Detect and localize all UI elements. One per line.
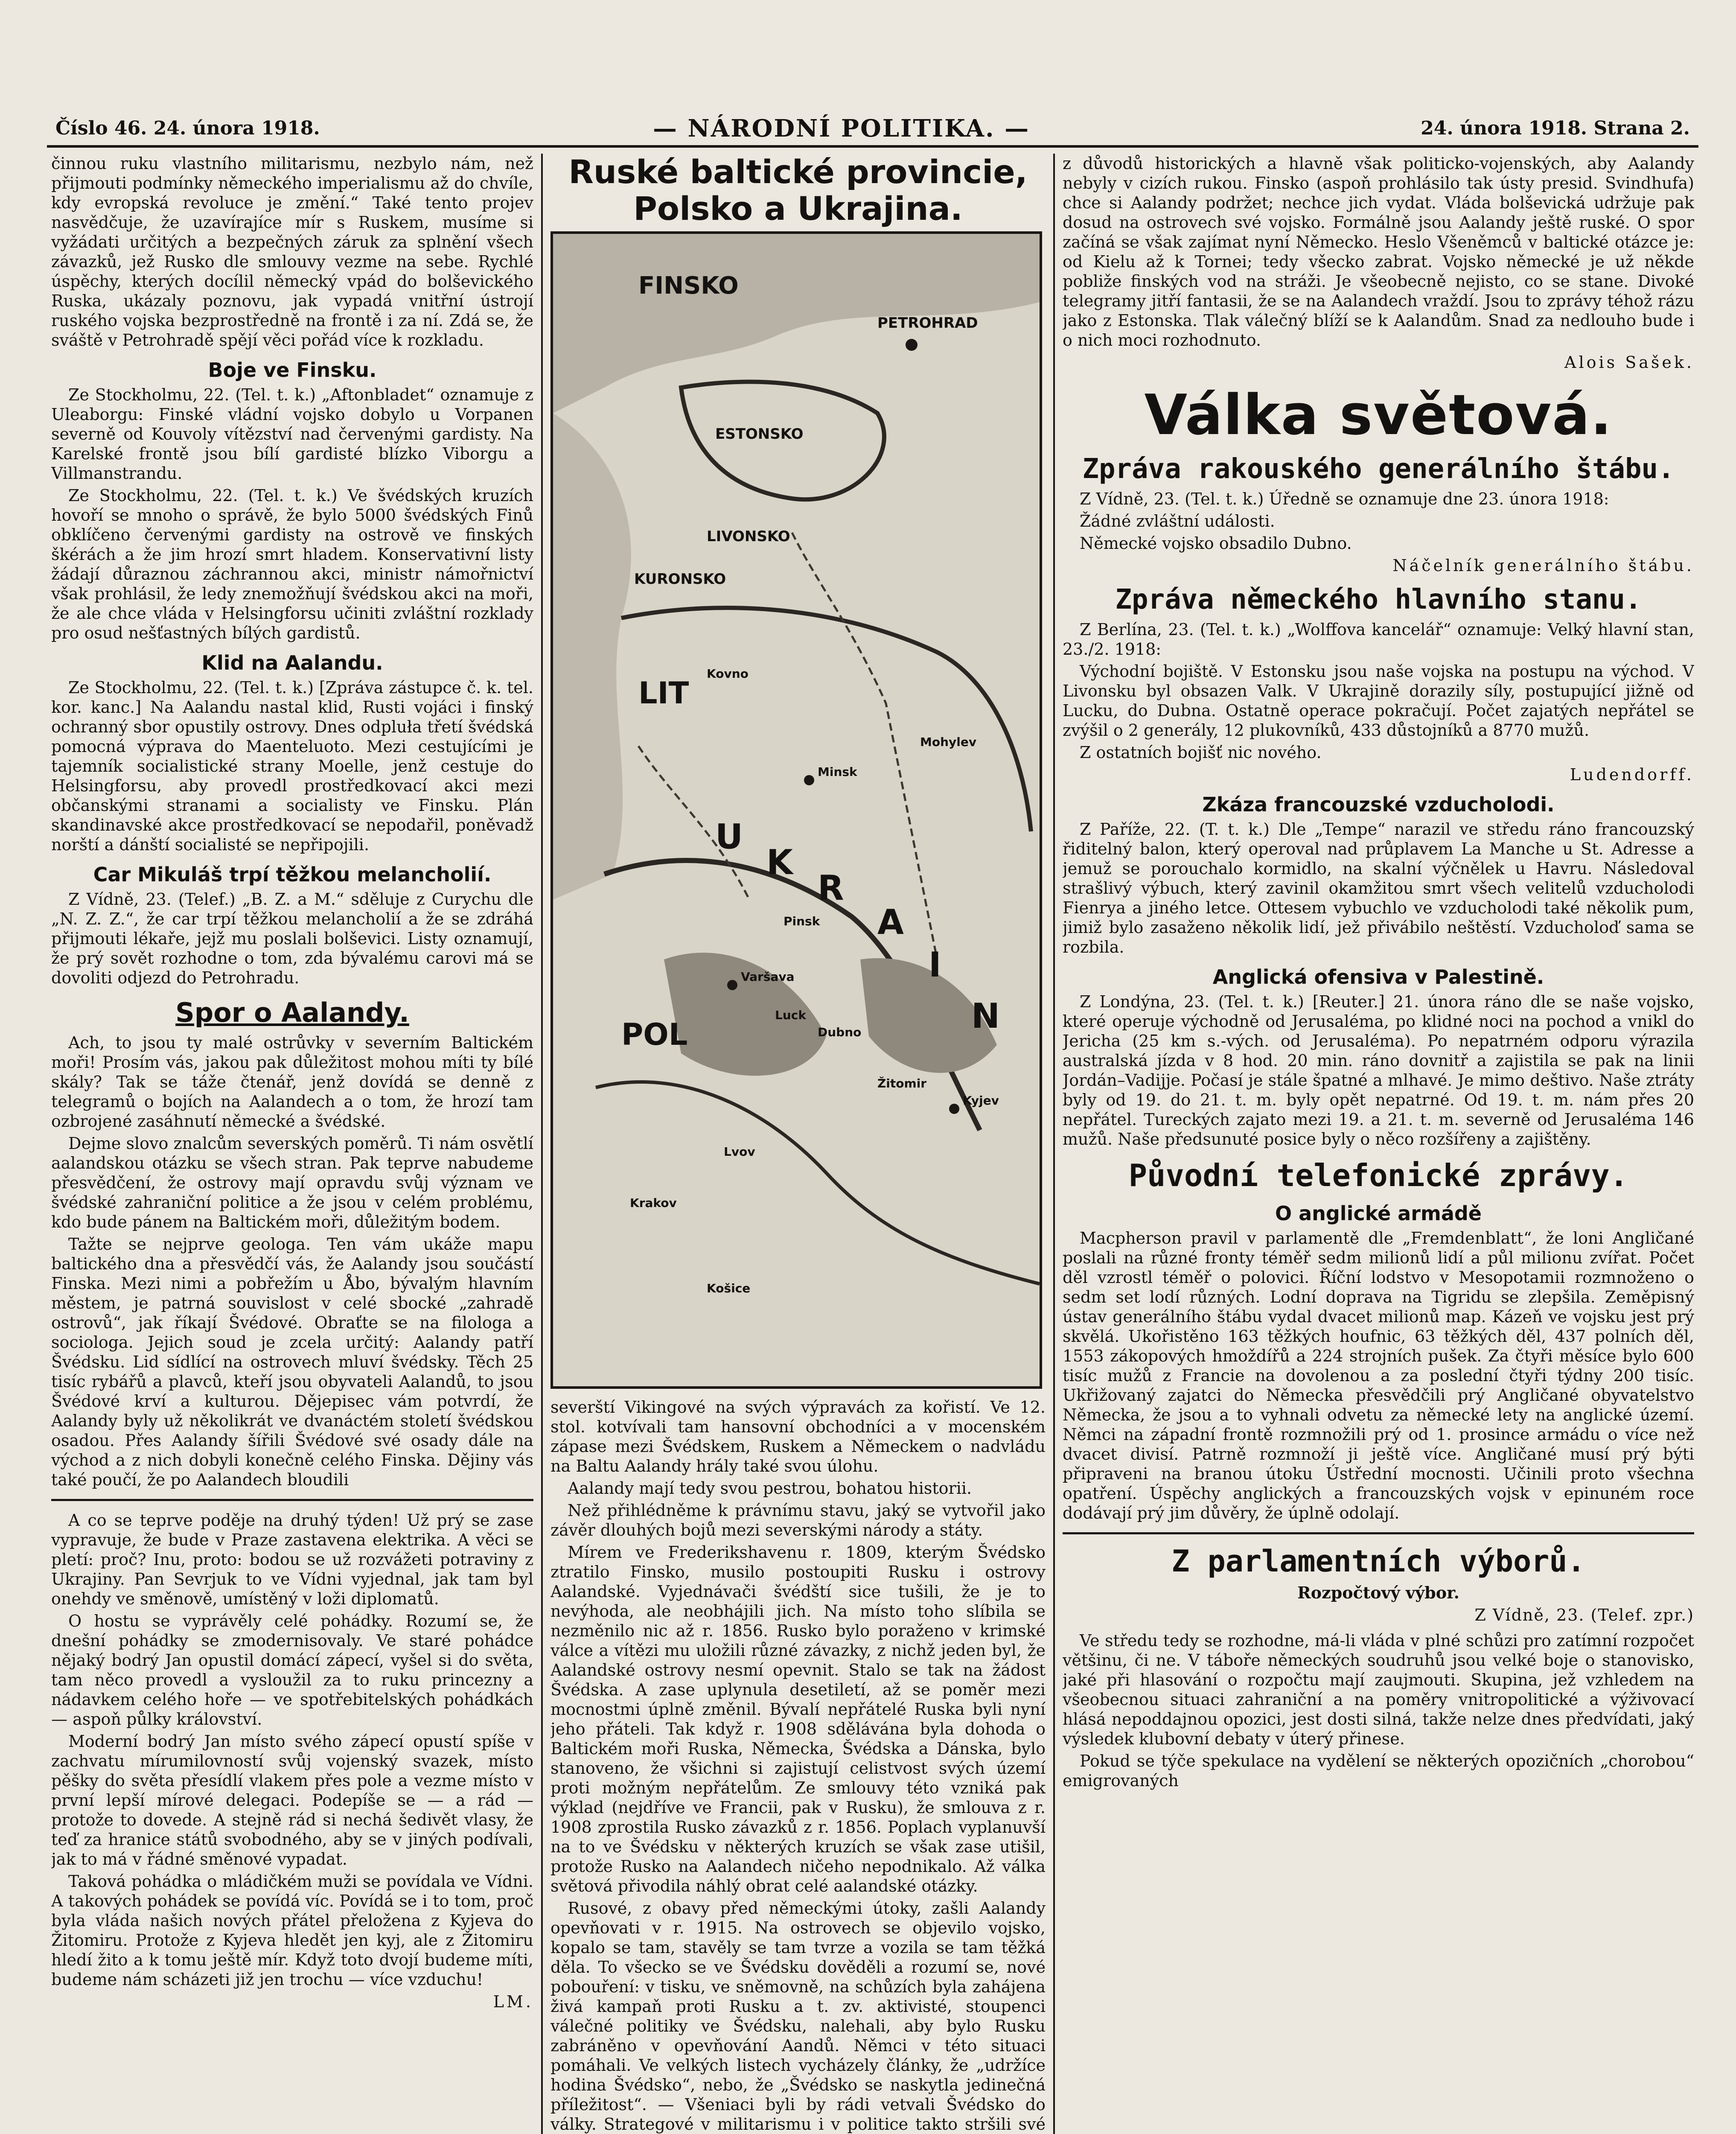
map-marker-minsk xyxy=(804,775,814,785)
column-3 xyxy=(1063,154,1694,2134)
report-signature: Ludendorff. xyxy=(1570,765,1694,784)
column-rule-2 xyxy=(1053,154,1055,2134)
map-title xyxy=(551,154,1046,227)
map-label: Krakov xyxy=(630,1196,677,1210)
article-paragraph: Než přihlédněme k právnímu stavu, jaký se vytvořil jako závěr dlouhých bojů mezi severskými národy a státy. xyxy=(551,1501,1046,1539)
map-label: K xyxy=(766,843,793,882)
report-paragraph: Žádné zvláštní události. xyxy=(1080,512,1275,531)
heading-anglicka-armada: O anglické armádě xyxy=(1275,1202,1482,1225)
article-paragraph: Rusové, z obavy před německými útoky, zašli Aalandy opevňovati v r. 1915. Na ostrovech se objevilo vojsko, kopalo se tam, stavěly se tam tvrze a vozila se tam těžká děla. To všecko se ve Švédsku dověděli a rozumí se, nové pobouření: v tisku, ve sněmovně, na schůzích byla zahájena živá kampaň proti Rusku a t. zv. aktivisté, stoupenci válečné politiky ve Švédsku, nalehali, aby bylo Rusku zabráněno v opevňování Aandů. Němci v této situaci pomáhali. Ve velkých listech vycházely články, že „udržíce hodina Švédsko“, nebo, že „Švédsko se naskytla jedinečná příležitost“. — Všeniaci byli by rádi vetvali Švédsko do války. Strategové v militarismu i v politice takto stršili své xyxy=(551,1899,1046,2134)
article-paragraph: Z Vídně, 23. (Telef.) „B. Z. a M.“ sděluje z Curychu dle „N. Z. Z.“, že car trpí těžkou melancholií a že se zdráhá přijmouti lékaře, jejž mu poslali bolševici. Listy oznamují, že prý sovět rozhodne o tom, zda bývalému carovi má se dovoliti odjezd do Petrohradu. xyxy=(51,890,533,987)
article-continuation: z důvodů historických a hlavně však politicko-vojenských, aby Aalandy nebyly v cizích rukou. Finsko (aspoň prohlásilo tak ústy presid. Svindhufa) chce si Aalandy podržet; nechce jich vydat. Vláda bolševická udržuje pak dosud na ostrovech své vojsko. Formálně jsou Aalandy ještě ruské. O spor začíná se však zajímat nyní Německo. Heslo Všeněmců v baltické otázce je: od Kielu až k Tornei; tedy všecko zabrat. Vojsko německé je už někde pobliže finských vod na stráži. Je všeobecně nejisto, co se stane. Divoké telegramy jitří fantasii, že se na Aalandech vraždí. Jsou to zprávy téhož rázu jako z Estonska. Tlak válečný blíží se k Aalandům. Snad za nedlouho bude i o nich moci rozhodnuto. xyxy=(1063,154,1694,350)
map-label: Lvov xyxy=(724,1145,755,1159)
map-baltic-provinces xyxy=(551,231,1042,1389)
article-paragraph: Tažte se nejprve geologa. Ten vám ukáže mapu baltického dna a přesvědčí vás, že Aalandy jsou součástí Finska. Mezi nimi a pobřežím u Åbo, bývalým hlavním městem, je patrná souvislost v celé sbocké „zahradě ostrovů“, jak říkají Švédové. Obraťte se na filologa a sociologa. Jejich soud je zcela určitý: Aalandy patří Švédsku. Lid sídlící na ostrovech mluví švédsky. Těch 25 tisíc rybářů a plavců, kteří jsou obyvateli Aalandů, to jsou Švédové krví a kulturou. Dějepisec vám potvrdí, že Aalandy byly už několikrát ve dvanáctém století švédskou osadou. Přes Aalandy šířili Švédové své osady dále na východ a z nich dobyli konečně celého Finska. Dějiny vás také poučí, že po Aalandech bloudili xyxy=(51,1235,533,1489)
heading-rakousky-stab: Zpráva rakouského generálního štábu. xyxy=(1082,453,1675,485)
article-paragraph: Ze Stockholmu, 22. (Tel. t. k.) Ve švédských kruzích hovoří se mnoho o správě, že bylo 5000 švédských Finů obklíčeno červenými gardisty na ostrově ve finských škérách a že jim hrozí smrt hladem. Konservativní listy žádají důraznou záchrannou akci, ministr námořnictví však prohlásil, že ledy znemožňují švédskou akci na moři, že ale chce vláda v Helsingforsu učiniti zvláštní rozklady pro osud nešťastných bílých gardistů. xyxy=(51,486,533,642)
report-paragraph: Východní bojiště. V Estonsku jsou naše vojska na postupu na východ. V Livonsku byl obsazen Valk. V Ukrajině dorazily síly, postupující jižně od Lucku, do Dubna. Ostatně operace pokračují. Počet zajatých nepřátel se zvýšil o 2 generály, 12 plukovníků, 433 důstojníků a 8770 mužů. xyxy=(1063,662,1694,740)
heading-car-mikulas: Car Mikuláš trpí těžkou melancholií. xyxy=(93,863,492,886)
masthead xyxy=(47,107,1698,148)
map-label: Mohylev xyxy=(920,735,977,749)
article-continuation: činnou ruku vlastního militarismu, nezbylo nám, než přijmouti podmínky německého imperialismu až do chvíle, kdy evropská revoluce je změní.“ Také tento projev nasvědčuje, že uzavírajíce mír s Ruskem, musíme si vyžádati určitých a bezpečných záruk za splnění všech závazků, jež Rusko dle smlouvy vezme na sebe. Rychlé úspěchy, kterých docílil německý vpád do bolševického Ruska, ukázaly poznovu, jak vypadá vnitřní ústrojí ruského vojska bezprostředně na frontě i za ní. Zdá se, že sváště v Petrohradě spějí věci pořád více k rozkladu. xyxy=(51,154,533,350)
map-label: ESTONSKO xyxy=(715,426,804,443)
map-label: LIVONSKO xyxy=(707,528,790,545)
heading-palestina: Anglická ofensiva v Palestině. xyxy=(1212,965,1544,988)
map-label: Varšava xyxy=(741,970,795,984)
article-paragraph: severští Vikingové na svých výpravách za kořistí. Ve 12. stol. kotvívali tam hansovní obchodníci a v mocenském zápase mezi Švédskem, Ruskem a Německem o nadvládu na Baltu Aalandy hrály také svou úlohu. xyxy=(551,1398,1046,1475)
map-label: Kyjev xyxy=(963,1093,999,1108)
dateline: Z Vídně, 23. (Telef. zpr.) xyxy=(1474,1606,1694,1624)
map-label: POL xyxy=(621,1017,688,1052)
map-region-sea xyxy=(553,413,631,900)
heading-spor-aalandy: Spor o Aalandy. xyxy=(175,997,409,1028)
article-paragraph: Ze Stockholmu, 22. (Tel. t. k.) „Aftonbladet“ oznamuje z Uleaborgu: Finské vládní vojsko dobylo u Vorpanen severně od Kouvoly vítězství nad červenými gardisty. Na Karelské frontě jsou bílí gardisté blízko Viborgu a Villmanstrandu. xyxy=(51,385,533,483)
map-label: FINSKO xyxy=(638,272,739,300)
map-label: A xyxy=(877,902,904,942)
map-label: U xyxy=(715,817,743,857)
map-label: I xyxy=(929,945,941,985)
article-paragraph: Macpherson pravil v parlamentě dle „Fremdenblatt“, že loni Angličané poslali na různé fronty téměř sedm milionů lidí a půl milionu zvířat. Počet děl vzrostl téměř o polovici. Říční lodstvo v Mesopotamii rozmnoženo o sedm set lodí různých. Lodní doprava na Tigridu se zlepšila. Zeměpisný ústav generálního štábu vydal dvacet milionů map. Kázeň ve vojsku jest prý skvělá. Ukořistěno 163 těžkých houfnic, 63 těžkých děl, 437 polních děl, 1553 zákopových hmoždířů a 224 strojních pušek. Za čtyři měsíce bylo 600 tisíc mužů z Francie na dovolenou a za poslední čtyři týdny 200 tisíc. Ukřižovaný zajatci do Německa přesvědčili prý Angličané obyvatelstvo Německa, že jsou a to vyhnali odvetu za německé lety na anglické území. Němci na západní frontě rozmnožili prý od 1. prosince armádu o více než dvacet divisí. Patrně rozmnoží ji ještě více. Angličané musí prý býti připraveni na branou útoku Ústřední mocnosti. Učinili proto všechna opatření. Úspěchy anglických a francouzských vojsk v epinuném roce dodávají prý jim důvěry, že úplně odolají. xyxy=(1063,1229,1694,1522)
report-paragraph: Německé vojsko obsadilo Dubno. xyxy=(1080,534,1352,553)
report-signature: Náčelník generálního štábu. xyxy=(1392,556,1694,575)
map-marker-petrohrad xyxy=(906,339,918,351)
map-title-line1: Ruské baltické provincie, xyxy=(568,154,1028,191)
subheading-rozpoctovy: Rozpočtový výbor. xyxy=(1297,1583,1459,1602)
map-label: Košice xyxy=(707,1281,751,1295)
column-rule-1 xyxy=(541,154,543,2134)
article-paragraph: Dejme slovo znalcům severských poměrů. Ti nám osvětlí aalandskou otázku se všech stran. Pak teprve nabudeme přesvědčení, že ostrovy mají opravdu svůj význam ve švédské zahraniční politice a že jsou v celém problému, kdo bude pánem na Baltickém moři, důležitým bodem. xyxy=(51,1134,533,1231)
article-paragraph: Ve středu tedy se rozhodne, má-li vláda v plné schůzi pro zatímní rozpočet většinu, či ne. V táboře německých soudruhů jsou velké boje o stanovisko, jaké při hlasování o rozpočtu mají zaujmouti. Skupina, jež vzhledem na všeobecnou situaci zahraniční a na poměry vnitropolitické a výživovací hlásá nepoddajnou opozici, jest dosti silná, takže nelze dnes předvídati, jaký výsledek klubovní debaty v úterý přinese. xyxy=(1063,1631,1694,1748)
newspaper-title: — NÁRODNÍ POLITIKA. — xyxy=(653,114,1030,143)
map-marker-kyjev xyxy=(949,1104,959,1114)
heading-klid-aalandu: Klid na Aalandu. xyxy=(201,651,383,674)
map-marker-varsava xyxy=(727,980,737,990)
map-label: Pinsk xyxy=(784,914,820,928)
map-border-lithuania xyxy=(621,608,1031,831)
feuilleton-signature: LM. xyxy=(493,1992,533,2011)
issue-number: Číslo 46. 24. února 1918. xyxy=(55,117,320,139)
section-separator xyxy=(1063,1532,1694,1534)
map-label: Minsk xyxy=(818,765,857,779)
map-drawing xyxy=(553,234,1040,1386)
report-paragraph: Z Vídně, 23. (Tel. t. k.) Úředně se oznamuje dne 23. února 1918: xyxy=(1080,490,1609,508)
article-signature: Alois Sašek. xyxy=(1564,353,1694,372)
feuilleton-paragraph: Taková pohádka o mládičkém muži se povídala ve Vídni. A takových pohádek se povídá víc. Povídá se i to tom, proč byla vláda našich nových přátel přeložena z Kyjeva do Žitomiru. Protože z Kyjeva hledět jen kyj, ale z Žitomiru hledí žito a k tomu ještě mír. Když toto dvojí budeme míti, budeme nám scházeti již jen trochu — více vzduchu! xyxy=(51,1872,533,1989)
feuilleton-separator xyxy=(51,1499,533,1501)
map-label: Kovno xyxy=(707,667,749,681)
heading-nemecky-stan: Zpráva německého hlavního stanu. xyxy=(1115,584,1642,615)
feuilleton-paragraph: O hostu se vyprávěly celé pohádky. Rozumí se, že dnešní pohádky se zmodernisovaly. Ve staré pohádce nějaký bodrý Jan opustil domácí zápecí, vyšel si do světa, tam něco provedl a vysloužil za to ruku princezny a nádavkem celého hoře — ve spotřebitelských pohádkách — aspoň půlky království. xyxy=(51,1612,533,1729)
heading-boje-finsku: Boje ve Finsku. xyxy=(208,359,377,382)
section-title-telefonicke: Původní telefonické zprávy. xyxy=(1128,1157,1628,1193)
feuilleton-paragraph: Moderní bodrý Jan místo svého zápecí opustí spíše v zachvatu mírumilovností svůj vojenský svazek, místo pěšky do světa přesídlí vlakem přes pole a vezme místo v první lepší mírové delegaci. Podepíše se — a rád — protože to dovede. A stejně rád si nechá šedivět vlasy, že teď za hranice států svobodného, aby se v jiných podívali, jak to má v řádné směnové vypadat. xyxy=(51,1732,533,1869)
column-1 xyxy=(51,154,533,2134)
map-label: Luck xyxy=(775,1008,806,1022)
report-paragraph: Z ostatních bojišť nic nového. xyxy=(1080,743,1322,762)
map-label: Dubno xyxy=(818,1025,862,1039)
column-2 xyxy=(551,154,1046,2134)
article-paragraph: Ze Stockholmu, 22. (Tel. t. k.) [Zpráva zástupce č. k. tel. kor. kanc.] Na Aalandu nastal klid, Rusti vojáci i finský ochranný sbor opustily ostrovy. Dnes odpluła třetí švédská pomocná výprava do Maenteluoto. Mezi cestujícími je tajemník socialistické strany Moelle, jenž cestuje do Helsingforsu, aby provedl prostředkovací akci mezi občanskými stranami a socialisty ve Finsku. Plán skandinavské akce prostředkovací se nepodařil, poněvadž norští a dánští socialisté se nepřipojili. xyxy=(51,678,533,854)
map-label: KURONSKO xyxy=(634,571,726,588)
map-label: PETROHRAD xyxy=(877,315,978,332)
article-paragraph: Ach, to jsou ty malé ostrůvky v severním Baltickém moři! Prosím vás, jakou pak důležitost mohou míti ty bílé skály? Tak se táže čtenář, jenž dovídá se denně z telegramů o bojích na Aalandech a o tom, že hrozí tam ozbrojené zasáhnutí německé a švédské. xyxy=(51,1033,533,1131)
map-label: Žitomir xyxy=(877,1076,927,1090)
report-paragraph: Z Berlína, 23. (Tel. t. k.) „Wolffova kancelář“ oznamuje: Velký hlavní stan, 23./2. 1918: xyxy=(1063,620,1694,659)
map-label: LIT xyxy=(638,676,689,711)
feuilleton-paragraph: A co se teprve poděje na druhý týden! Už prý se zase vypravuje, že bude v Praze zastavena elektrika. A věci se pletí: proč? Inu, proto: bodou se už rozvážeti potraviny z Ukrajiny. Pan Sevrjuk to ve Vídni vyjednal, jak tam byl onehdy ve směnově, umístěný v loži diplomatů. xyxy=(51,1511,533,1608)
page-date-number: 24. února 1918. Strana 2. xyxy=(1421,117,1690,139)
article-paragraph: Mírem ve Frederikshavenu r. 1809, kterým Švédsko ztratilo Finsko, musilo postoupiti Rusku i ostrovy Aalandské. Vyjednávači švédští sice tušili, že je to nevýhoda, ale neobhájili jich. Na místo toho slíbila se nezměnilo nic až r. 1856. Rusko bylo poraženo v krimské válce a vítězi mu uložili různé závazky, z nichž jeden byl, že Aalandské ostrovy nesmí opevnit. Stalo se tak na žádost Švédska. A zase uplynula desetiletí, až se poměr mezi mocnostmi úplně změnil. Bývalí nepřátelé Ruska byli nyní jeho přáteli. Tak když r. 1908 sdělávána byla dohoda o Baltickém moři Ruska, Německa, Švédska a Dánska, bylo stanoveno, že všichni si zajistují celistvost svých území proti možným nepřátelům. Ze smlouvy této vzniká pak výklad (nejdříve ve Francii, pak v Rusku), že smlouva z r. 1908 zprostila Rusko závazků z r. 1856. Poplach vyplanuvší na to ve Švédsku v některých kruzích se však zase utišil, protože Rusko na Aalandech ničeho nepodnikalo. Až válka světová přivodila náhlý obrat celé aalandské otázky. xyxy=(551,1543,1046,1895)
heading-zkaza-vzducholodi: Zkáza francouzské vzducholodi. xyxy=(1202,793,1555,816)
map-label: N xyxy=(971,996,1000,1036)
map-title-line2: Polsko a Ukrajina. xyxy=(633,189,963,227)
article-paragraph: Aalandy mají tedy svou pestrou, bohatou historii. xyxy=(568,1479,972,1498)
article-paragraph: Z Paříže, 22. (T. t. k.) Dle „Tempe“ narazil ve středu ráno francouzský řiditelný balon, který operoval nad průplavem La Manche u St. Adresse a jemuž se porouchalo kormidlo, na skalní výčnělek u Havru. Následoval strašlivý výbuch, který zavinil okamžitou smrt všech velitelů vzducholodi Fienrya a jiného letce. Ottesem vybuchlo ve vzducholodi také několik pum, jimiž bylo zasaženo několik lidí, jež přivábilo neštěstí. Vzducholoď sama se rozbila. xyxy=(1063,820,1694,956)
map-label: R xyxy=(818,868,844,908)
article-paragraph: Z Londýna, 23. (Tel. t. k.) [Reuter.] 21. února ráno dle se naše vojsko, které operuje východně od Jerusaléma, po klidné noci na pochod a vnikl do Jericha (25 km s.-vých. od Jerusaléma). Po nepatrném odporu výrazila australská jízda v 8 hod. 20 min. ráno dovnitř a zajistila se pak na linii Jordán–Vadijje. Počasí je stále špatné a mlhavé. Je mimo deštivo. Naše ztráty byly od 19. do 21. t. m. byly opět nepatrné. Od 19. t. m. nám přes 20 nepřátel. Tureckých zajato mezi 19. a 21. t. m. severně od Jerusaléma 146 mužů. Naše předsunuté posice byly o něco rozšířeny a zajištěny. xyxy=(1063,992,1694,1149)
article-paragraph: Pokud se týče spekulace na vydělení se některých opozičních „chorobou“ emigrovaných xyxy=(1063,1752,1694,1790)
heading-parlament: Z parlamentních výborů. xyxy=(1171,1544,1585,1579)
section-title-valka: Válka světová. xyxy=(1144,382,1613,447)
